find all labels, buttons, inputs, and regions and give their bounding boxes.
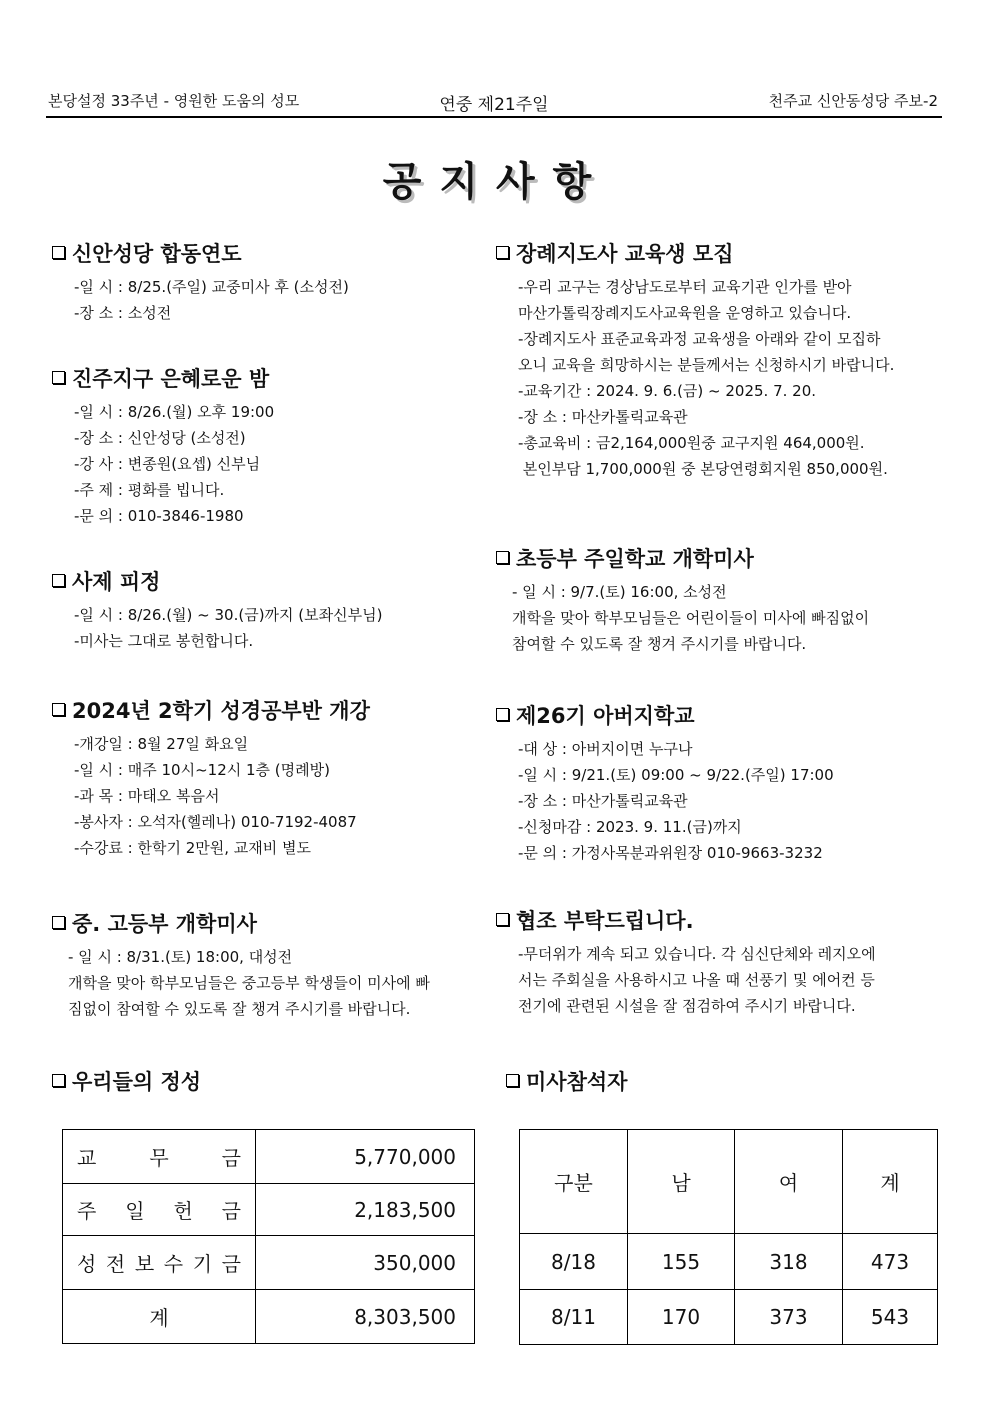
line: 본인부담 1,700,000원 중 본당연령회지원 850,000원. (518, 460, 888, 478)
line: -총교육비 : 금2,164,000원중 교구지원 464,000원. (518, 434, 865, 452)
header-right: 천주교 신안동성당 주보-2 (768, 92, 938, 110)
section-body (52, 274, 349, 326)
line: - 일 시 : 9/7.(토) 16:00, 소성전 (512, 583, 727, 601)
attendance-table (519, 1129, 938, 1345)
cell: 543 (843, 1290, 938, 1345)
row-value: 350,000 (256, 1236, 475, 1290)
section-body (52, 731, 370, 861)
line: 짐없이 참여할 수 있도록 잘 챙겨 주시기를 바랍니다. (68, 1000, 411, 1018)
row-label: 성 전 보 수 기 금 (63, 1236, 256, 1290)
line: -신청마감 : 2023. 9. 11.(금)까지 (518, 818, 742, 836)
line: -일 시 : 매주 10시~12시 1층 (명례방) (74, 761, 330, 779)
line: -봉사자 : 오석자(헬레나) 010-7192-4087 (74, 813, 357, 831)
notice-elementary-mass (496, 543, 869, 657)
table-row (520, 1234, 938, 1290)
notice-grace-night (52, 363, 274, 529)
cell: 170 (628, 1290, 735, 1345)
checkbox-bullet-icon (52, 916, 65, 929)
notice-joint-memorial (52, 238, 349, 326)
checkbox-bullet-icon (496, 551, 509, 564)
section-title: 신안성당 합동연도 (72, 242, 242, 266)
section-title: 진주지구 은혜로운 밤 (72, 367, 270, 391)
section-title: 제26기 아버지학교 (516, 704, 695, 728)
header-cell: 계 (843, 1130, 938, 1234)
line: -교육기간 : 2024. 9. 6.(금) ~ 2025. 7. 20. (518, 382, 817, 400)
line: 전기에 관련된 시설을 잘 점검하여 주시기 바랍니다. (518, 997, 856, 1015)
line: -주 제 : 평화를 빕니다. (74, 481, 225, 499)
line: -수강료 : 한학기 2만원, 교재비 별도 (74, 839, 311, 857)
line: -일 시 : 8/26.(월) ~ 30.(금)까지 (보좌신부님) (74, 606, 383, 624)
checkbox-bullet-icon (496, 708, 509, 721)
section-title: 중. 고등부 개학미사 (72, 912, 257, 936)
offering-heading (52, 1066, 201, 1102)
section-body (496, 579, 869, 657)
checkbox-bullet-icon (52, 246, 65, 259)
cell: 473 (843, 1234, 938, 1290)
section-title: 초등부 주일학교 개학미사 (516, 547, 754, 571)
notice-priest-retreat (52, 566, 382, 654)
line: -장례지도사 표준교육과정 교육생을 아래와 같이 모집하 (518, 330, 881, 348)
line: -대 상 : 아버지이면 누구나 (518, 740, 693, 758)
line: -강 사 : 변종원(요셉) 신부님 (74, 455, 261, 473)
line: 오니 교육을 희망하시는 분들께서는 신청하시기 바랍니다. (518, 356, 895, 374)
page-header (46, 86, 942, 118)
table-row (63, 1290, 475, 1344)
checkbox-bullet-icon (496, 246, 509, 259)
notice-bible-study (52, 695, 370, 861)
row-value: 5,770,000 (256, 1130, 475, 1184)
page-title: 공지사항 (382, 159, 610, 205)
section-title: 우리들의 정성 (72, 1070, 202, 1094)
notice-highschool-mass (52, 908, 430, 1022)
checkbox-bullet-icon (52, 371, 65, 384)
notice-father-school (496, 700, 834, 866)
section-title: 장례지도사 교육생 모집 (516, 242, 734, 266)
row-value: 8,303,500 (256, 1290, 475, 1344)
notice-funeral-director (496, 238, 894, 482)
line: -문 의 : 010-3846-1980 (74, 507, 244, 525)
notice-cooperation (496, 905, 876, 1019)
section-body (496, 274, 894, 482)
checkbox-bullet-icon (52, 574, 65, 587)
section-body (52, 399, 274, 529)
section-title: 협조 부탁드립니다. (516, 909, 694, 933)
section-title: 미사참석자 (526, 1070, 628, 1094)
line: -문 의 : 가정사목분과위원장 010-9663-3232 (518, 844, 823, 862)
table-header-row (520, 1130, 938, 1234)
section-title: 2024년 2학기 성경공부반 개강 (72, 699, 370, 723)
line: -일 시 : 8/25.(주일) 교중미사 후 (소성전) (74, 278, 349, 296)
checkbox-bullet-icon (506, 1074, 519, 1087)
cell: 8/18 (520, 1234, 628, 1290)
line: -장 소 : 마산가톨릭교육관 (518, 792, 688, 810)
offering-table (62, 1129, 475, 1344)
cell: 373 (735, 1290, 843, 1345)
table-row (520, 1290, 938, 1345)
attendance-heading (506, 1066, 627, 1102)
line: 참여할 수 있도록 잘 챙겨 주시기를 바랍니다. (512, 635, 807, 653)
checkbox-bullet-icon (52, 1074, 65, 1087)
header-center: 연중 제21주일 (439, 95, 549, 115)
line: - 일 시 : 8/31.(토) 18:00, 대성전 (68, 948, 293, 966)
section-title: 사제 피정 (72, 570, 161, 594)
line: -개강일 : 8월 27일 화요일 (74, 735, 249, 753)
row-label: 주 일 헌 금 (63, 1184, 256, 1236)
line: -장 소 : 소성전 (74, 304, 172, 322)
line: 개학을 맞아 학부모님들은 중고등부 학생들이 미사에 빠 (68, 974, 430, 992)
line: 개학을 맞아 학부모님들은 어린이들이 미사에 빠짐없이 (512, 609, 870, 627)
line: 마산가톨릭장례지도사교육원을 운영하고 있습니다. (518, 304, 852, 322)
line: -우리 교구는 경상남도로부터 교육기관 인가를 받아 (518, 278, 852, 296)
section-body (52, 602, 382, 654)
cell: 8/11 (520, 1290, 628, 1345)
row-label: 계 (63, 1290, 256, 1344)
row-label: 교 무 금 (63, 1130, 256, 1184)
cell: 318 (735, 1234, 843, 1290)
row-value: 2,183,500 (256, 1184, 475, 1236)
line: -일 시 : 9/21.(토) 09:00 ~ 9/22.(주일) 17:00 (518, 766, 834, 784)
table-row (63, 1184, 475, 1236)
cell: 155 (628, 1234, 735, 1290)
header-left: 본당설정 33주년 - 영원한 도움의 성모 (48, 92, 300, 110)
checkbox-bullet-icon (52, 703, 65, 716)
table-row (63, 1130, 475, 1184)
table-row (63, 1236, 475, 1290)
line: -장 소 : 마산카톨릭교육관 (518, 408, 688, 426)
line: 서는 주회실을 사용하시고 나올 때 선풍기 및 에어컨 등 (518, 971, 875, 989)
line: -과 목 : 마태오 복음서 (74, 787, 220, 805)
section-body (52, 944, 430, 1022)
line: -일 시 : 8/26.(월) 오후 19:00 (74, 403, 275, 421)
line: -미사는 그대로 봉헌합니다. (74, 632, 254, 650)
header-cell: 구분 (520, 1130, 628, 1234)
checkbox-bullet-icon (496, 913, 509, 926)
line: -무더위가 계속 되고 있습니다. 각 심신단체와 레지오에 (518, 945, 876, 963)
section-body (496, 736, 834, 866)
section-body (496, 941, 876, 1019)
header-cell: 여 (735, 1130, 843, 1234)
line: -장 소 : 신안성당 (소성전) (74, 429, 246, 447)
header-cell: 남 (628, 1130, 735, 1234)
